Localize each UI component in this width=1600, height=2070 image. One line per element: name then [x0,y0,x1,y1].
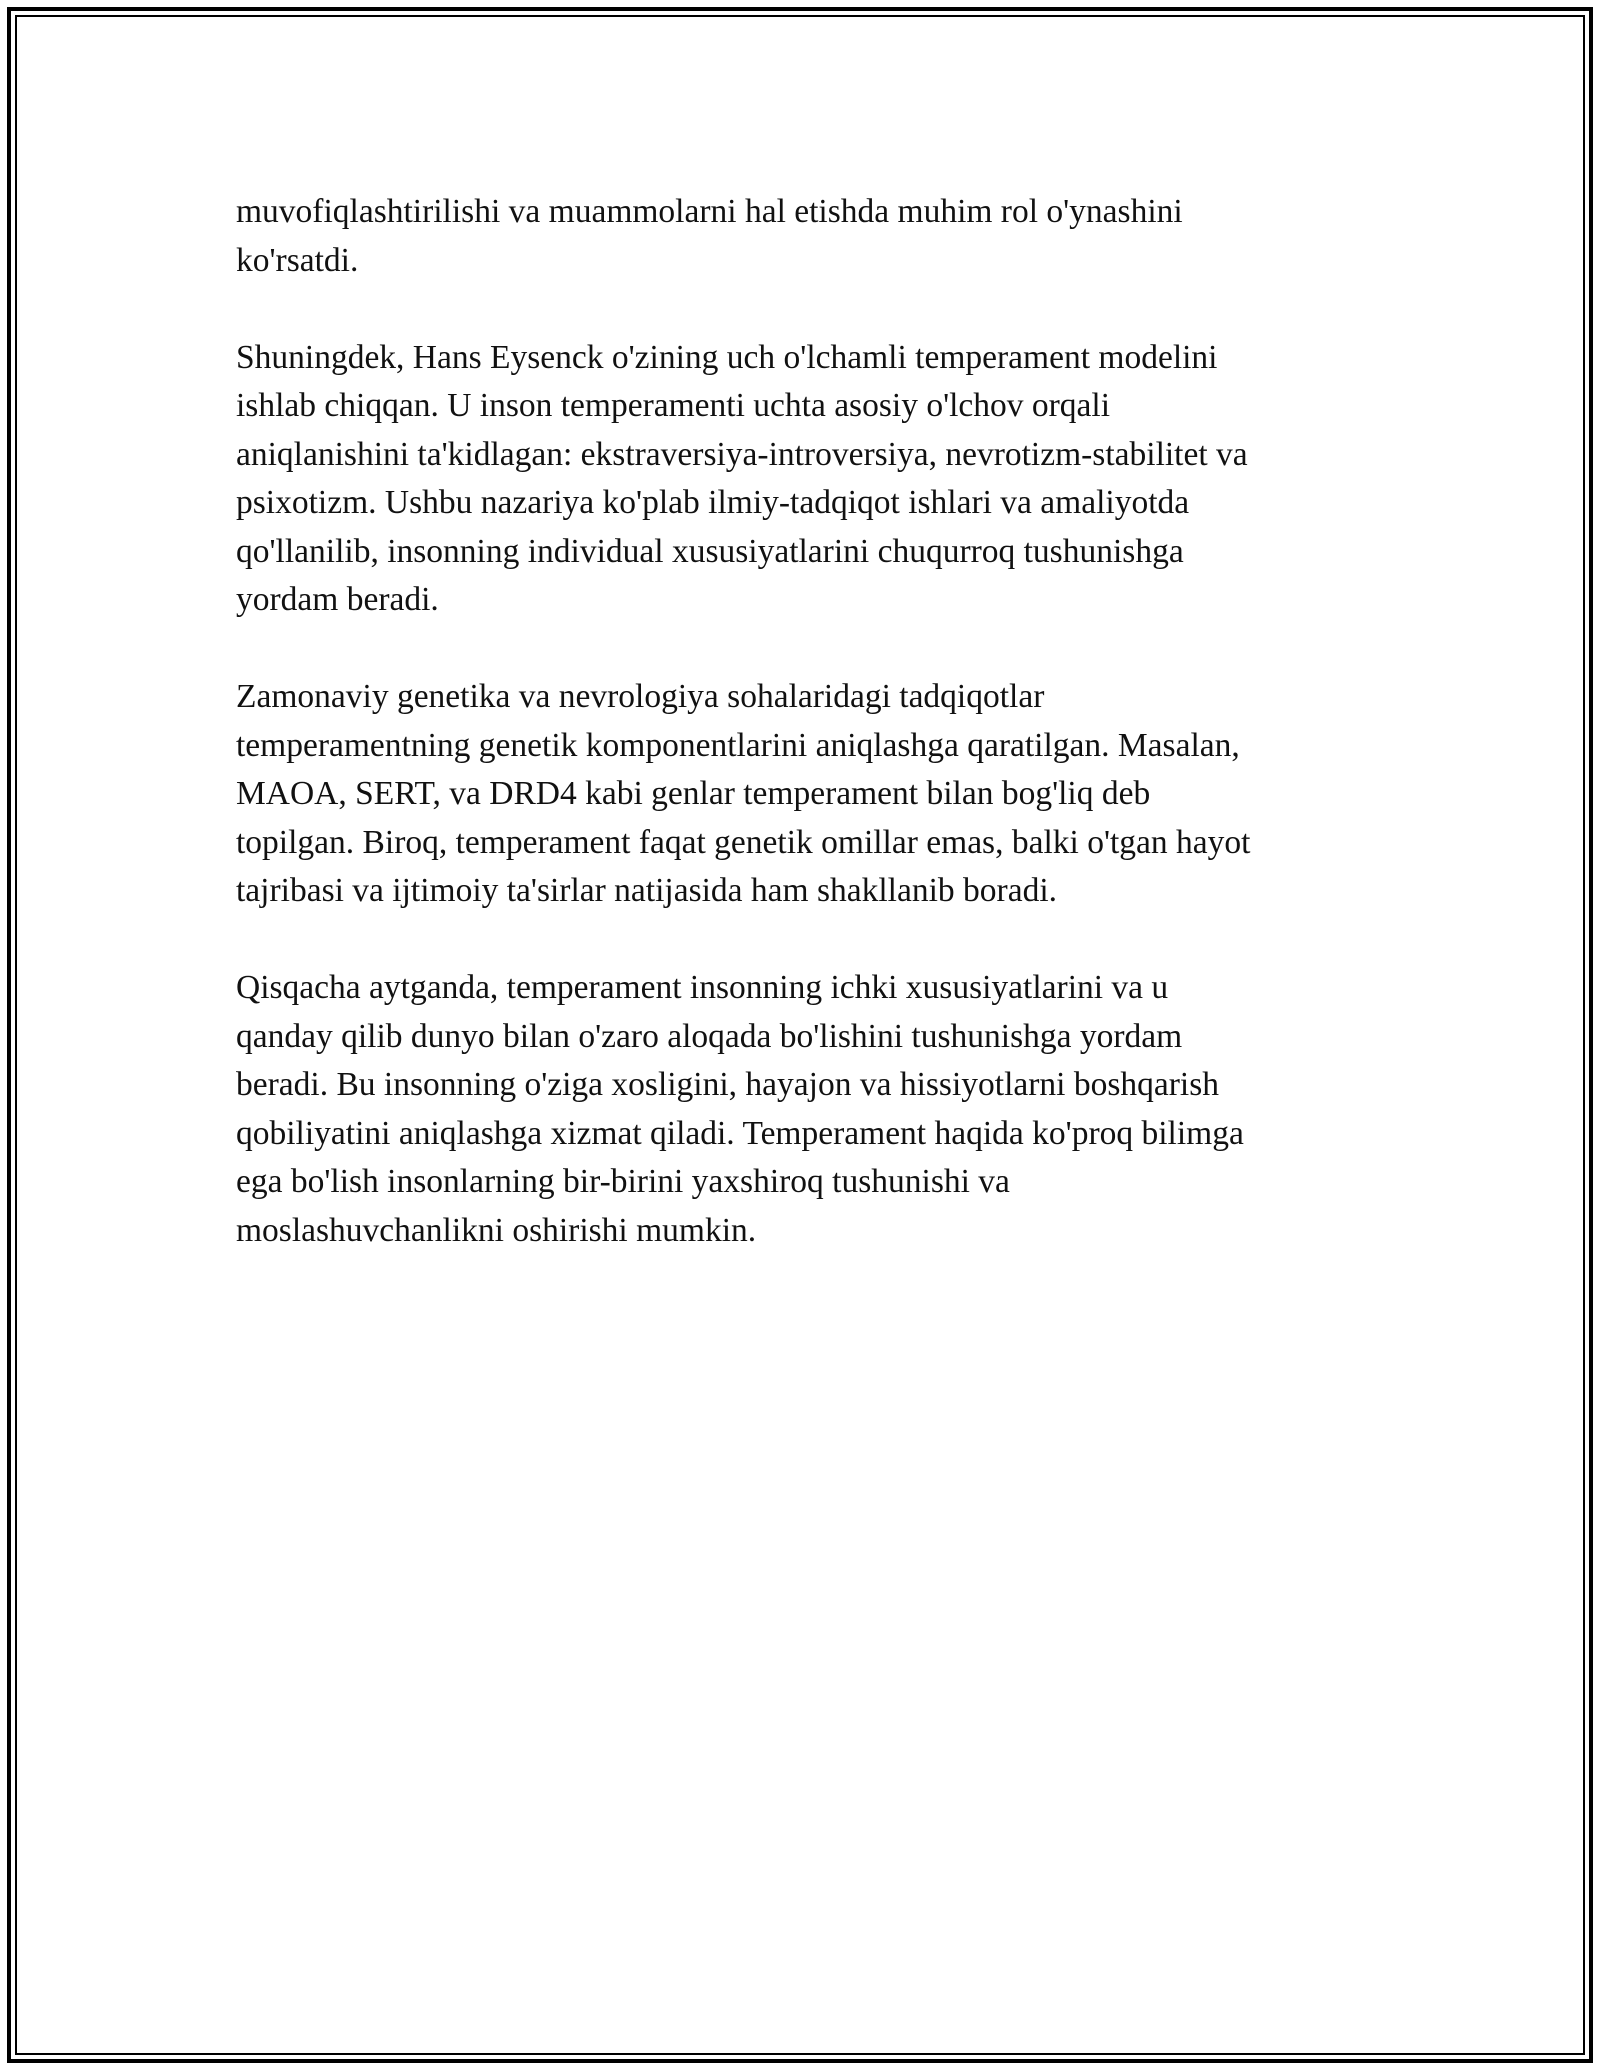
text-line: qanday qilib dunyo bilan o'zaro aloqada bo'lishini tushunishga yordam [236,1017,1183,1055]
text-line: qobiliyatini aniqlashga xizmat qiladi. Temperament haqida ko'proq bilimga [236,1114,1244,1152]
text-line: Zamonaviy genetika va nevrologiya sohalaridagi tadqiqotlar [236,678,1045,715]
text-line: beradi. Bu insonning o'ziga xosligini, hayajon va hissiyotlarni boshqarish [236,1066,1219,1103]
text-line: muvofiqlashtirilishi va muammolarni hal etishda muhim rol o'ynashini [236,193,1183,230]
text-line: ega bo'lish insonlarning bir-birini yaxshiroq tushunishi va [236,1163,1010,1200]
paragraph-3 [236,673,1356,916]
text-line: Shuningdek, Hans Eysenck o'zining uch o'lchamli temperament modelini [236,338,1218,376]
text-line: aniqlanishini ta'kidlagan: ekstraversiya-introversiya, nevrotizm-stabilitet va [236,435,1248,473]
paragraph-2 [236,334,1356,625]
text-line: psixotizm. Ushbu nazariya ko'plab ilmiy-tadqiqot ishlari va amaliyotda [236,484,1190,521]
paragraph-1 [236,188,1356,285]
paragraph-4 [236,964,1356,1255]
text-line: temperamentning genetik komponentlarini aniqlashga qaratilgan. Masalan, [236,726,1240,764]
text-line: moslashuvchanlikni oshirishi mumkin. [236,1211,757,1249]
text-line: Qisqacha aytganda, temperament insonning ichki xususiyatlarini va u [236,969,1169,1006]
text-line: ko'rsatdi. [236,241,359,279]
text-line: yordam beradi. [236,581,439,618]
document-body [236,188,1356,1304]
text-line: topilgan. Biroq, temperament faqat genetik omillar emas, balki o'tgan hayot [236,823,1251,861]
text-line: MAOA, SERT, va DRD4 kabi genlar temperament bilan bog'liq deb [236,775,1151,812]
text-line: tajribasi va ijtimoiy ta'sirlar natijasida ham shakllanib boradi. [236,872,1057,909]
text-line: qo'llanilib, insonning individual xususiyatlarini chuqurroq tushunishga [236,532,1184,570]
text-line: ishlab chiqqan. U inson temperamenti uchta asosiy o'lchov orqali [236,387,1111,424]
